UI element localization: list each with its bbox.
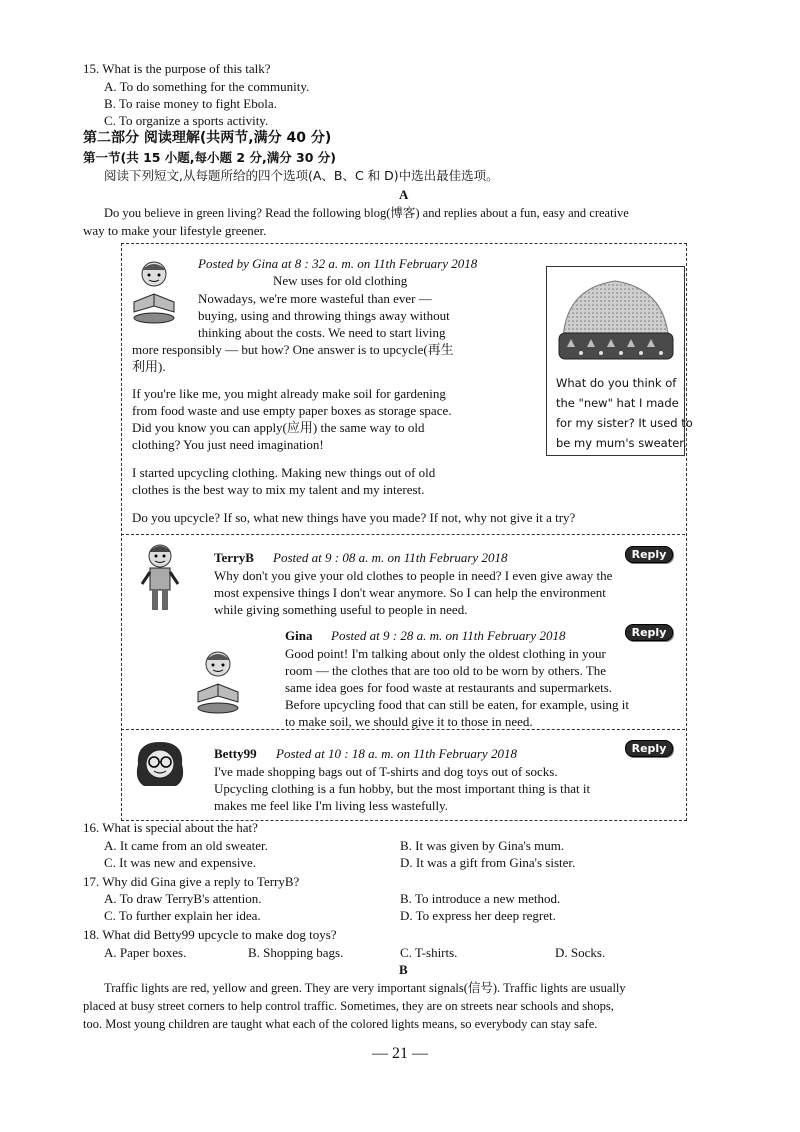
post-p2-line1: If you're like me, you might already make soil for gardening (132, 386, 446, 401)
q15-option-b: B. To raise money to fight Ebola. (104, 96, 277, 111)
post-p1-line1: Nowadays, we're more wasteful than ever — (198, 291, 432, 306)
reply-gina-line4: Before upcycling food that can still be eaten, for example, using it (285, 697, 630, 712)
reply-terryb-line3: while giving something useful to people in need. (214, 602, 468, 617)
post-p1-line4: more responsibly — but how? One answer is to upcycle(再生 (132, 342, 454, 357)
reply-button-terryb[interactable]: Reply (625, 546, 673, 563)
post-p2-line3: Did you know you can apply(应用) the same way to old (132, 420, 425, 435)
q17-option-a: A. To draw TerryB's attention. (104, 891, 262, 906)
q16-option-b: B. It was given by Gina's mum. (400, 838, 565, 853)
terryb-avatar (140, 542, 180, 618)
post-p3-line2: clothes is the best way to mix my talent and my interest. (132, 482, 425, 497)
passage-b-line1: Traffic lights are red, yellow and green. They are very important signals(信号). Traffic lights are usually (104, 981, 626, 995)
reply-button-gina[interactable]: Reply (625, 624, 673, 641)
reply-terryb-meta: Posted at 9 : 08 a. m. on 11th February 2018 (273, 550, 508, 565)
reply-gina-line3: same idea goes for food waste at restaurants and supermarkets. (285, 680, 613, 695)
passage-a-letter: A (399, 187, 409, 202)
hat-caption-line3: for my sister? It used to (556, 416, 693, 430)
reply-button-betty99[interactable]: Reply (625, 740, 673, 757)
reply-betty99-line1: I've made shopping bags out of T-shirts and dog toys out of socks. (214, 764, 558, 779)
reply-gina-line5: to make soil, we should give it to those in need. (285, 714, 533, 729)
gina-avatar (128, 258, 180, 328)
post-title: New uses for old clothing (273, 273, 408, 288)
q16-question: 16. What is special about the hat? (83, 820, 258, 835)
post-p2-line4: clothing? You just need imagination! (132, 437, 324, 452)
gina-reply-avatar (192, 648, 244, 718)
reply-gina-meta: Posted at 9 : 28 a. m. on 11th February 2018 (331, 628, 566, 643)
q16-option-c: C. It was new and expensive. (104, 855, 256, 870)
passage-b-line2: placed at busy street corners to help control traffic. Sometimes, they are on streets near schools and shops, (83, 999, 614, 1013)
q18-option-c: C. T-shirts. (400, 945, 458, 960)
post-p2-line2: from food waste and use empty paper boxes as storage space. (132, 403, 452, 418)
hat-caption-line4: be my mum's sweater. (556, 436, 687, 450)
q18-option-d: D. Socks. (555, 945, 606, 960)
q17-option-c: C. To further explain her idea. (104, 908, 261, 923)
knitted-hat-image (547, 267, 684, 371)
q18-option-b: B. Shopping bags. (248, 945, 344, 960)
reply-gina-name: Gina (285, 628, 313, 643)
section1-heading: 第一节(共 15 小题,每小题 2 分,满分 30 分) (83, 150, 337, 165)
reply-betty99-meta: Posted at 10 : 18 a. m. on 11th February 2018 (276, 746, 517, 761)
q15-question: 15. What is the purpose of this talk? (83, 61, 271, 76)
post-meta: Posted by Gina at 8 : 32 a. m. on 11th February 2018 (198, 256, 478, 271)
passage-a-intro-1: Do you believe in green living? Read the following blog(博客) and replies about a fun, easy and creative (104, 206, 629, 220)
post-p1-line2: buying, using and throwing things away without (198, 308, 450, 323)
q15-option-a: A. To do something for the community. (104, 79, 310, 94)
reply-betty99-name: Betty99 (214, 746, 257, 761)
q17-option-d: D. To express her deep regret. (400, 908, 556, 923)
passage-b-line3: too. Most young children are taught what each of the colored lights means, so everybody can stay safe. (83, 1017, 598, 1031)
hat-caption-line1: What do you think of (556, 376, 677, 390)
q17-question: 17. Why did Gina give a reply to TerryB? (83, 874, 300, 889)
post-divider (121, 534, 685, 535)
reply-betty99-line3: makes me feel like I'm living less wastefully. (214, 798, 448, 813)
part2-heading: 第二部分 阅读理解(共两节,满分 40 分) (83, 130, 332, 146)
reply-gina-line1: Good point! I'm talking about only the oldest clothing in your (285, 646, 606, 661)
reply-terryb-line1: Why don't you give your old clothes to people in need? I even give away the (214, 568, 613, 583)
reading-instruction: 阅读下列短文,从每题所给的四个选项(A、B、C 和 D)中选出最佳选项。 (104, 168, 499, 183)
q18-question: 18. What did Betty99 upcycle to make dog toys? (83, 927, 337, 942)
page-number: — 21 — (372, 1045, 428, 1062)
hat-figure (546, 266, 693, 456)
reply-terryb-line2: most expensive things I don't wear anymore. So I can help the environment (214, 585, 606, 600)
post-p1-line3: thinking about the costs. We need to start living (198, 325, 446, 340)
q16-option-a: A. It came from an old sweater. (104, 838, 268, 853)
q15-option-c: C. To organize a sports activity. (104, 113, 269, 128)
passage-b-letter: B (399, 962, 408, 977)
betty99-avatar (132, 740, 188, 794)
q17-option-b: B. To introduce a new method. (400, 891, 561, 906)
q18-option-a: A. Paper boxes. (104, 945, 187, 960)
post-p4: Do you upcycle? If so, what new things have you made? If not, why not give it a try? (132, 510, 576, 525)
post-p3-line1: I started upcycling clothing. Making new things out of old (132, 465, 436, 480)
hat-caption-line2: the "new" hat I made (556, 396, 679, 410)
reply-gina-line2: room — the clothes that are too old to be worn by others. The (285, 663, 607, 678)
reply-terryb-name: TerryB (214, 550, 254, 565)
reply-betty99-line2: Upcycling clothing is a fun hobby, but the most important thing is that it (214, 781, 591, 796)
q16-option-d: D. It was a gift from Gina's sister. (400, 855, 576, 870)
passage-a-intro-2: way to make your lifestyle greener. (83, 223, 267, 238)
post-p1-line5: 利用). (132, 359, 166, 374)
